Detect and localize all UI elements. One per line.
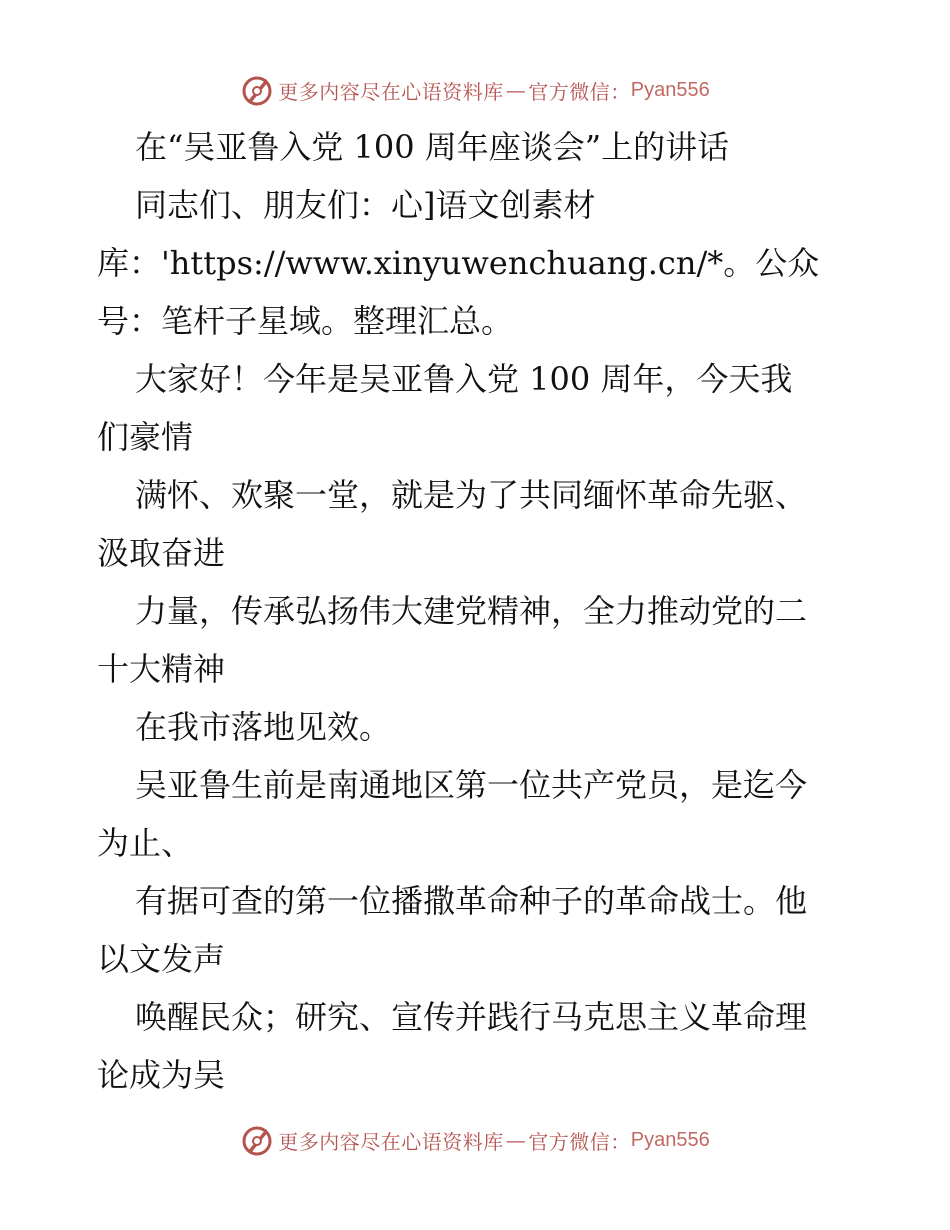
banner-wechat-id: Pyan556: [630, 78, 710, 101]
text-line: 为止、: [97, 824, 194, 862]
banner-separator: —: [505, 78, 527, 102]
text-line: 吴亚鲁生前是南通地区第一位共产党员，是迄今: [135, 766, 808, 804]
quill-logo-icon: [240, 73, 274, 107]
text-line: 有据可查的第一位播撒革命种子的革命战士。他: [135, 882, 808, 920]
text-line: 大家好！今年是吴亚鲁入党 100 周年，今天我: [135, 360, 793, 398]
text-line: 同志们、朋友们：心]语文创素材: [135, 186, 596, 224]
text-line: 以文发声: [97, 940, 226, 978]
text-line: 在“吴亚鲁入党 100 周年座谈会”上的讲话: [135, 128, 730, 166]
text-line: 汲取奋进: [97, 534, 226, 572]
banner-separator: —: [505, 1128, 527, 1152]
text-line: 十大精神: [97, 650, 226, 688]
text-line: 力量，传承弘扬伟大建党精神，全力推动党的二: [135, 592, 808, 630]
text-line: 在我市落地见效。: [135, 708, 392, 746]
text-line: 库：'https://www.xinyuwenchuang.cn/*。公众: [97, 244, 820, 282]
banner-wechat-label: 官方微信：: [528, 1129, 631, 1154]
text-line: 论成为吴: [97, 1056, 226, 1094]
banner-wechat-id: Pyan556: [630, 1128, 710, 1151]
text-line: 满怀、欢聚一堂，就是为了共同缅怀革命先驱、: [135, 476, 808, 514]
header-banner: [0, 68, 950, 112]
text-line: 们豪情: [97, 418, 194, 456]
banner-wechat-label: 官方微信：: [528, 79, 631, 104]
footer-banner: [0, 1118, 950, 1162]
banner-title: 更多内容尽在心语资料库: [278, 79, 504, 104]
banner-title: 更多内容尽在心语资料库: [278, 1129, 504, 1154]
text-line: 号：笔杆子星域。整理汇总。: [97, 302, 514, 340]
quill-logo-icon: [240, 1123, 274, 1157]
body-text: [97, 118, 857, 1104]
text-line: 唤醒民众；研究、宣传并践行马克思主义革命理: [135, 998, 808, 1036]
